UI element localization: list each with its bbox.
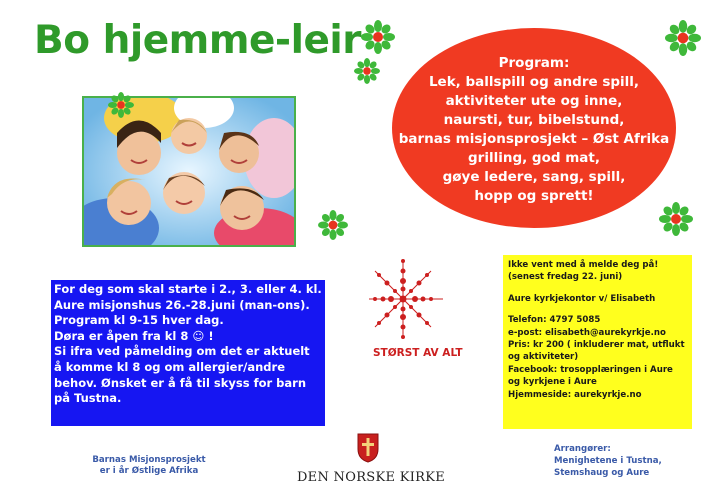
info-line: For deg som skal starte i 2., 3. eller 4. kl.: [54, 282, 322, 296]
info-line: på Tustna.: [54, 391, 122, 406]
organizers-line: Stemshaug og Aure: [554, 468, 650, 478]
program-line: naursti, tur, bibelstund,: [443, 112, 625, 128]
church-name: DEN NORSKE KIRKE: [296, 470, 446, 485]
info-box: [51, 280, 325, 426]
registration-office: Aure kyrkjekontor v/ Elisabeth: [508, 293, 656, 304]
logo-caption: STØRST AV ALT: [373, 347, 463, 359]
children-photo: [82, 96, 296, 247]
storst-av-alt-logo: [369, 255, 463, 365]
registration-deadline: (senest fredag 22. juni): [508, 272, 623, 283]
program-line: aktiviteter ute og inne,: [445, 93, 623, 109]
info-line: Si ifra ved påmelding om det er aktuelt: [54, 344, 310, 359]
program-heading: Program:: [498, 55, 570, 71]
program-line: Lek, ballspill og andre spill,: [428, 74, 640, 90]
page-title: Bo hjemme-leir: [34, 18, 362, 63]
flower-icon: [318, 210, 348, 240]
mission-project-line: er i år Østlige Afrika: [99, 466, 199, 476]
organizers-label: Arrangører:: [554, 444, 611, 454]
organizers-line: Menighetene i Tustna,: [554, 456, 662, 466]
registration-facebook: Facebook: trosopplæringen i Aure og kyrkjene i Aure: [508, 364, 673, 388]
star-burst-icon: [369, 255, 459, 345]
flower-icon: [665, 20, 701, 56]
mission-project-note: [74, 455, 224, 477]
flower-icon: [108, 92, 134, 118]
info-line: Aure misjonshus 26.-28.juni (man-ons).: [54, 297, 310, 312]
program-line: grilling, god mat,: [468, 150, 600, 166]
organizers: [554, 443, 684, 479]
info-line: å komme kl 8 og om allergier/andre: [54, 359, 286, 374]
flower-icon: [354, 58, 380, 84]
registration-website[interactable]: Hjemmeside: aurekyrkje.no: [508, 389, 642, 400]
program-line: barnas misjonsprosjekt – Øst Afrika: [398, 131, 670, 147]
registration-box: [503, 255, 692, 429]
registration-email[interactable]: e-post: elisabeth@aurekyrkje.no: [508, 327, 666, 338]
info-line: Døra er åpen fra kl 8 ☺ !: [54, 328, 214, 343]
church-shield-icon: [357, 433, 379, 463]
program-oval: [392, 28, 676, 228]
flower-icon: [659, 202, 693, 236]
info-line: behov. Ønsket er å få til skyss for barn: [54, 375, 307, 390]
info-line: Program kl 9-15 hver dag.: [54, 313, 224, 328]
flower-icon: [361, 20, 395, 54]
registration-phone: Telefon: 4797 5085: [508, 315, 601, 326]
registration-heading: Ikke vent med å melde deg på!: [508, 260, 659, 270]
program-line: gøye ledere, sang, spill,: [442, 169, 626, 185]
registration-price: Pris: kr 200 ( inkluderer mat, utflukt og aktiviteter): [508, 340, 685, 363]
program-line: hopp og sprett!: [474, 188, 594, 204]
mission-project-line: Barnas Misjonsprosjekt: [92, 455, 206, 465]
